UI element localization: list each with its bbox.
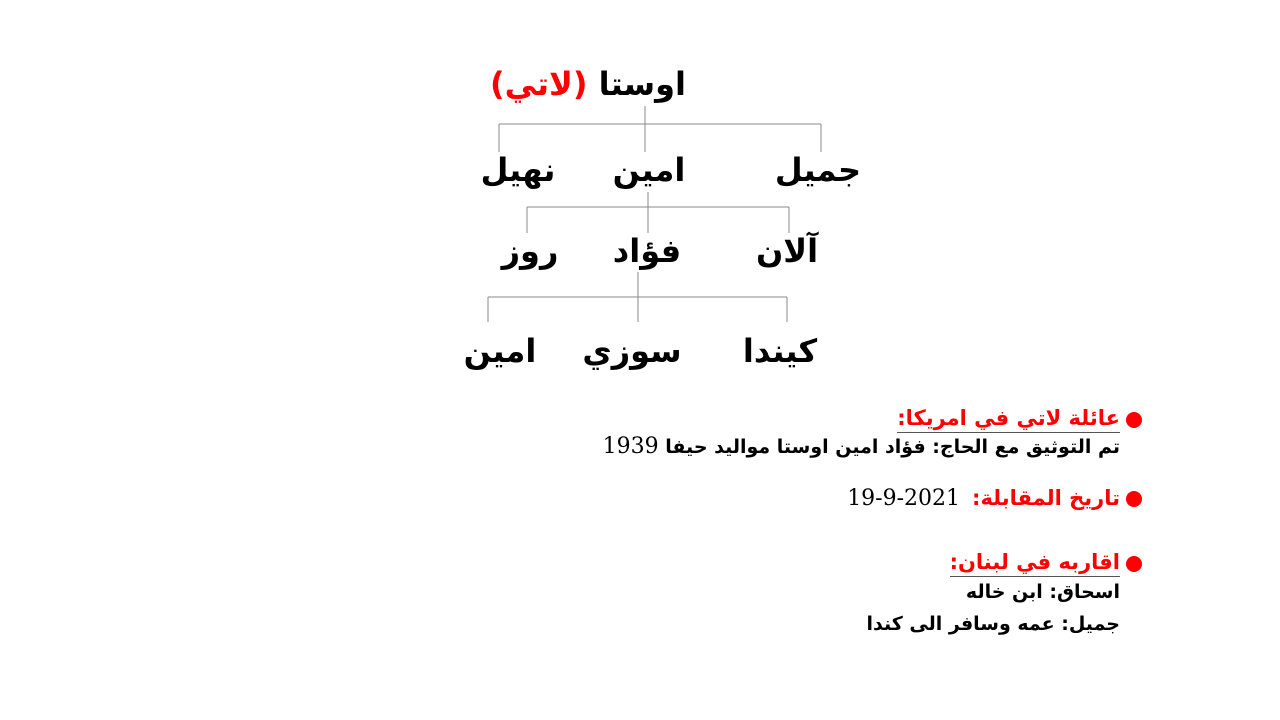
gen2-rose: روز xyxy=(501,232,559,270)
interview-date-value: 19-9-2021 xyxy=(847,486,961,512)
section-heading-family-america: عائلة لاتي في امريكا: xyxy=(897,406,1120,433)
notes-heading-row xyxy=(442,406,1142,433)
tree-root xyxy=(489,65,687,103)
notes-relatives-in-lebanon xyxy=(442,550,1142,637)
notes-family-in-america xyxy=(442,406,1142,461)
gen1-jamil: جميل xyxy=(774,151,862,189)
gen3-suzi: سوزي xyxy=(582,332,682,370)
gen2-alan: آلان xyxy=(755,232,819,270)
red-bullet-icon xyxy=(1126,491,1142,507)
documentation-line xyxy=(442,433,1142,461)
red-bullet-icon xyxy=(1126,412,1142,428)
birth-year: 1939 xyxy=(602,434,659,460)
gen3-kinda: كيندا xyxy=(742,332,818,370)
section-heading-interview-date: تاريخ المقابلة: xyxy=(972,486,1120,510)
gen2-fuad: فؤاد xyxy=(612,232,682,270)
gen1-nuhayl: نهيل xyxy=(480,151,556,189)
gen3-amin: امين xyxy=(463,332,537,370)
red-bullet-icon xyxy=(1126,556,1142,572)
interview-date-row xyxy=(442,486,1142,511)
root-family-name: (لاتي) xyxy=(489,65,588,103)
gen1-amin: امين xyxy=(612,151,686,189)
notes-interview-date xyxy=(442,486,1142,511)
relative-line: اسحاق: ابن خاله xyxy=(965,581,1120,604)
section-heading-relatives-lebanon: اقاربه في لبنان: xyxy=(950,550,1120,577)
documentation-text: تم التوثيق مع الحاج: فؤاد امين اوستا مواليد حيفا xyxy=(665,436,1120,459)
relatives-heading-row xyxy=(442,550,1142,577)
root-name: اوستا xyxy=(598,65,687,103)
relative-line: جميل: عمه وسافر الى كندا xyxy=(866,612,1120,635)
